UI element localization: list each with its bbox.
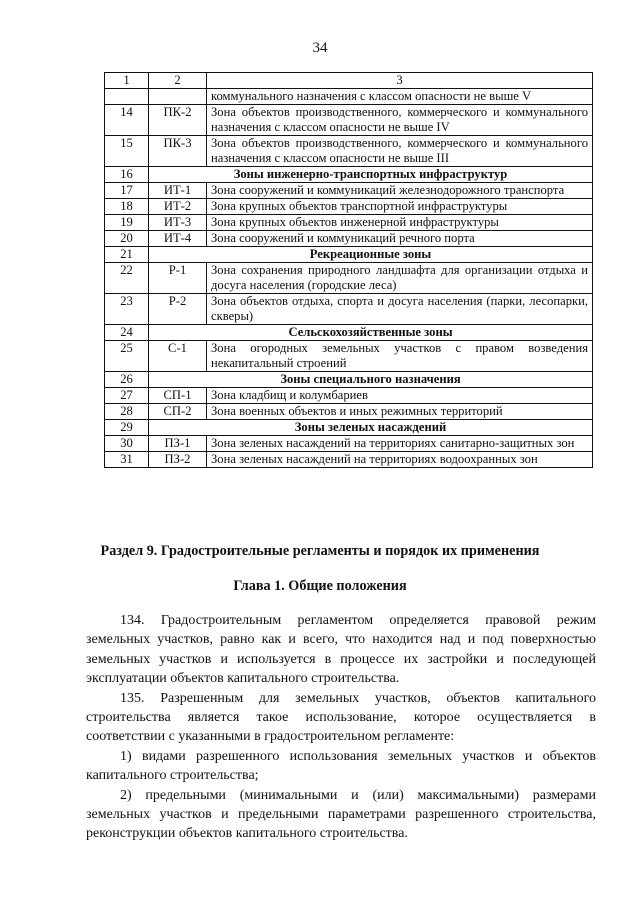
zone-code: ИТ-4 — [149, 231, 207, 247]
zone-code: С-1 — [149, 341, 207, 372]
table-row — [105, 294, 593, 325]
zone-description: Зона крупных объектов транспортной инфраструктуры — [207, 199, 593, 215]
table-row — [105, 215, 593, 231]
row-number — [105, 89, 149, 105]
header-cell: 3 — [207, 73, 593, 89]
zone-description: Зона объектов отдыха, спорта и досуга населения (парки, лесопарки, скверы) — [207, 294, 593, 325]
zone-description: коммунального назначения с классом опасности не выше V — [207, 89, 593, 105]
page-number: 34 — [312, 40, 328, 56]
zone-description: Зона крупных объектов инженерной инфраструктуры — [207, 215, 593, 231]
table-row — [105, 341, 593, 372]
zone-group-title: Рекреационные зоны — [149, 247, 593, 263]
row-number: 15 — [105, 136, 149, 167]
header-cell: 1 — [105, 73, 149, 89]
table-row — [105, 89, 593, 105]
table-row — [105, 199, 593, 215]
zone-description: Зона военных объектов и иных режимных территорий — [207, 404, 593, 420]
zone-code: Р-2 — [149, 294, 207, 325]
zone-group-title: Зоны специального назначения — [149, 372, 593, 388]
table-row — [105, 388, 593, 404]
zone-code — [149, 89, 207, 105]
table-row — [105, 436, 593, 452]
header-cell: 2 — [149, 73, 207, 89]
zone-description: Зона сооружений и коммуникаций речного порта — [207, 231, 593, 247]
zone-code: Р-1 — [149, 263, 207, 294]
zone-group-title: Зоны зеленых насаждений — [149, 420, 593, 436]
row-number: 31 — [105, 452, 149, 468]
row-number: 25 — [105, 341, 149, 372]
paragraph: 1) видами разрешенного использования земельных участков и объектов капитального строительства; — [86, 748, 596, 784]
zones-table — [104, 72, 593, 468]
zone-description: Зона сохранения природного ландшафта для организации отдыха и досуга населения (городские леса) — [207, 263, 593, 294]
zone-description: Зона зеленых насаждений на территориях водоохранных зон — [207, 452, 593, 468]
row-number: 20 — [105, 231, 149, 247]
table-row — [105, 105, 593, 136]
zone-group-title: Зоны инженерно-транспортных инфраструктур — [149, 167, 593, 183]
body-text — [86, 611, 596, 844]
zone-description: Зона сооружений и коммуникаций железнодорожного транспорта — [207, 183, 593, 199]
table-row — [105, 231, 593, 247]
table-row — [105, 136, 593, 167]
row-number: 24 — [105, 325, 149, 341]
row-number: 17 — [105, 183, 149, 199]
table-row — [105, 183, 593, 199]
table-row — [105, 263, 593, 294]
row-number: 27 — [105, 388, 149, 404]
table-group-row — [105, 167, 593, 183]
zone-code: СП-1 — [149, 388, 207, 404]
paragraph: 135. Разрешенным для земельных участков, объектов капитального строительства является такое использование, которое осуществляется в соответствии с указанными в градостроительном регламенте: — [86, 690, 596, 745]
zone-code: ИТ-3 — [149, 215, 207, 231]
row-number: 30 — [105, 436, 149, 452]
zone-description: Зона объектов производственного, коммерческого и коммунального назначения с классом опасности не выше IV — [207, 105, 593, 136]
row-number: 26 — [105, 372, 149, 388]
chapter-title: Глава 1. Общие положения — [233, 578, 407, 594]
zone-code: СП-2 — [149, 404, 207, 420]
zone-code: ИТ-1 — [149, 183, 207, 199]
row-number: 14 — [105, 105, 149, 136]
table-row — [105, 452, 593, 468]
table-group-row — [105, 420, 593, 436]
zone-code: ИТ-2 — [149, 199, 207, 215]
row-number: 19 — [105, 215, 149, 231]
zone-code: ПК-3 — [149, 136, 207, 167]
zone-code: ПЗ-2 — [149, 452, 207, 468]
zone-code: ПЗ-1 — [149, 436, 207, 452]
table-row — [105, 404, 593, 420]
paragraph: 2) предельными (минимальными и (или) максимальными) размерами земельных участков и предельными параметрами разрешенного строительства, реконструкции объектов капитального строительства. — [86, 787, 596, 842]
row-number: 29 — [105, 420, 149, 436]
row-number: 22 — [105, 263, 149, 294]
row-number: 28 — [105, 404, 149, 420]
table-header-row — [105, 73, 593, 89]
zone-code: ПК-2 — [149, 105, 207, 136]
table-group-row — [105, 247, 593, 263]
zone-group-title: Сельскохозяйственные зоны — [149, 325, 593, 341]
zone-description: Зона объектов производственного, коммерческого и коммунального назначения с классом опасности не выше III — [207, 136, 593, 167]
row-number: 23 — [105, 294, 149, 325]
row-number: 18 — [105, 199, 149, 215]
zone-description: Зона кладбищ и колумбариев — [207, 388, 593, 404]
table-group-row — [105, 372, 593, 388]
section-title: Раздел 9. Градостроительные регламенты и порядок их применения — [100, 543, 540, 559]
zone-description: Зона зеленых насаждений на территориях санитарно-защитных зон — [207, 436, 593, 452]
paragraph: 134. Градостроительным регламентом определяется правовой режим земельных участков, равно как и всего, что находится над и под поверхностью земельных участков и используется в процессе их застройки и последующей эксплуатации объектов капитального строительства. — [86, 613, 596, 687]
zone-description: Зона огородных земельных участков с правом возведения некапитальный строений — [207, 341, 593, 372]
table-group-row — [105, 325, 593, 341]
row-number: 21 — [105, 247, 149, 263]
row-number: 16 — [105, 167, 149, 183]
